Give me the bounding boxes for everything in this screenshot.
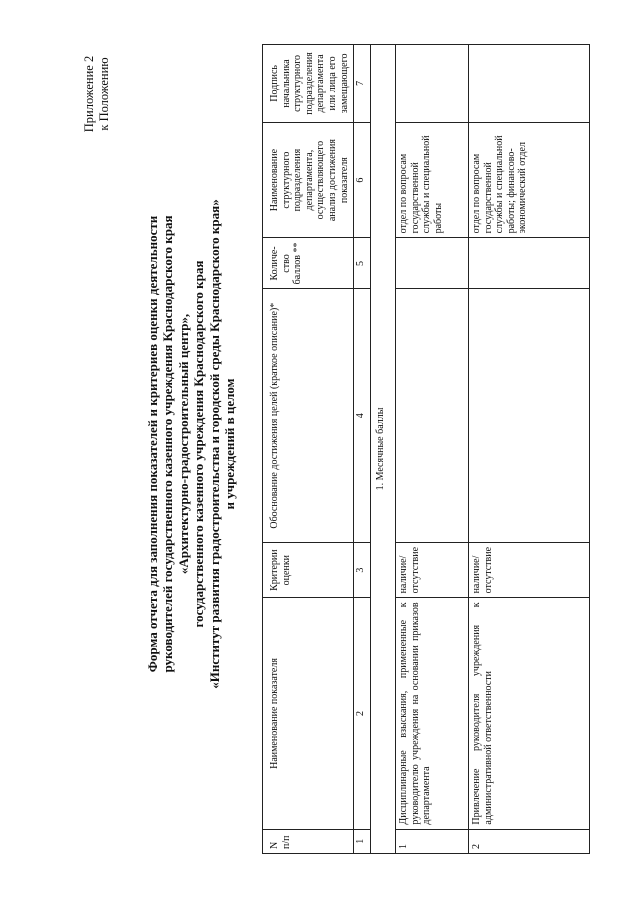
title-line: «Архитектурно-градостроительный центр», xyxy=(175,313,191,575)
table-row xyxy=(469,45,590,854)
header-points: Количе-ство баллов ** xyxy=(263,238,354,289)
column-number-row xyxy=(354,45,371,854)
header-number: N п/п xyxy=(263,829,354,853)
header-row xyxy=(263,45,354,854)
title-line: руководителей государственного казенного учреждения Краснодарского края xyxy=(160,215,176,673)
row-points[interactable] xyxy=(469,238,590,289)
row-department: отдел по вопросам государственной службы и специальной работы; финансово-экономический отдел xyxy=(469,122,590,238)
title-line: Форма отчета для заполнения показателей и критериев оценки деятельности xyxy=(145,215,160,673)
row-number: 2 xyxy=(469,829,590,853)
document-title xyxy=(145,84,237,804)
row-signature[interactable] xyxy=(469,45,590,123)
column-number: 5 xyxy=(354,238,371,289)
row-indicator: Дисциплинарные взыскания, примененные к руководителю учреждения на основании приказов департамента xyxy=(396,598,469,829)
column-number: 7 xyxy=(354,45,371,123)
appendix-note xyxy=(82,34,112,154)
row-points[interactable] xyxy=(396,238,469,289)
appendix-line: Приложение 2 xyxy=(82,55,96,133)
header-indicator: Наименование показателя xyxy=(263,598,354,829)
row-department: отдел по вопросам государственной службы и специальной работы xyxy=(396,122,469,238)
row-justification[interactable] xyxy=(396,289,469,542)
row-justification[interactable] xyxy=(469,289,590,542)
row-number: 1 xyxy=(396,829,469,853)
header-signature: Подпись начальника структурного подразделения департамента или лица его замещающего xyxy=(263,45,354,123)
title-line: государственного казенного учреждения Краснодарского края xyxy=(191,260,207,628)
header-criteria: Критерии оценки xyxy=(263,542,354,598)
table-row xyxy=(396,45,469,854)
row-criteria: наличие/ отсутствие xyxy=(396,542,469,598)
column-number: 6 xyxy=(354,122,371,238)
column-number: 2 xyxy=(354,598,371,829)
column-number: 3 xyxy=(354,542,371,598)
row-signature[interactable] xyxy=(396,45,469,123)
header-department: Наименование структурного подразделения департамента, осуществляющего анализ достижения показателя xyxy=(263,122,354,238)
title-line: «Институт развития градостроительства и городской среды Краснодарского края» xyxy=(206,199,222,689)
header-justification: Обоснование достижения целей (краткое описание)* xyxy=(263,289,354,542)
section-row xyxy=(371,45,396,854)
column-number: 4 xyxy=(354,289,371,542)
column-number: 1 xyxy=(354,829,371,853)
row-indicator: Привлечение руководителя учреждения к административной ответственности xyxy=(469,598,590,829)
report-table xyxy=(262,44,590,854)
row-criteria: наличие/ отсутствие xyxy=(469,542,590,598)
title-line: и учреждений в целом xyxy=(222,378,238,510)
section-title: 1. Месячные баллы xyxy=(371,45,396,854)
appendix-line: к Положению xyxy=(97,57,111,131)
